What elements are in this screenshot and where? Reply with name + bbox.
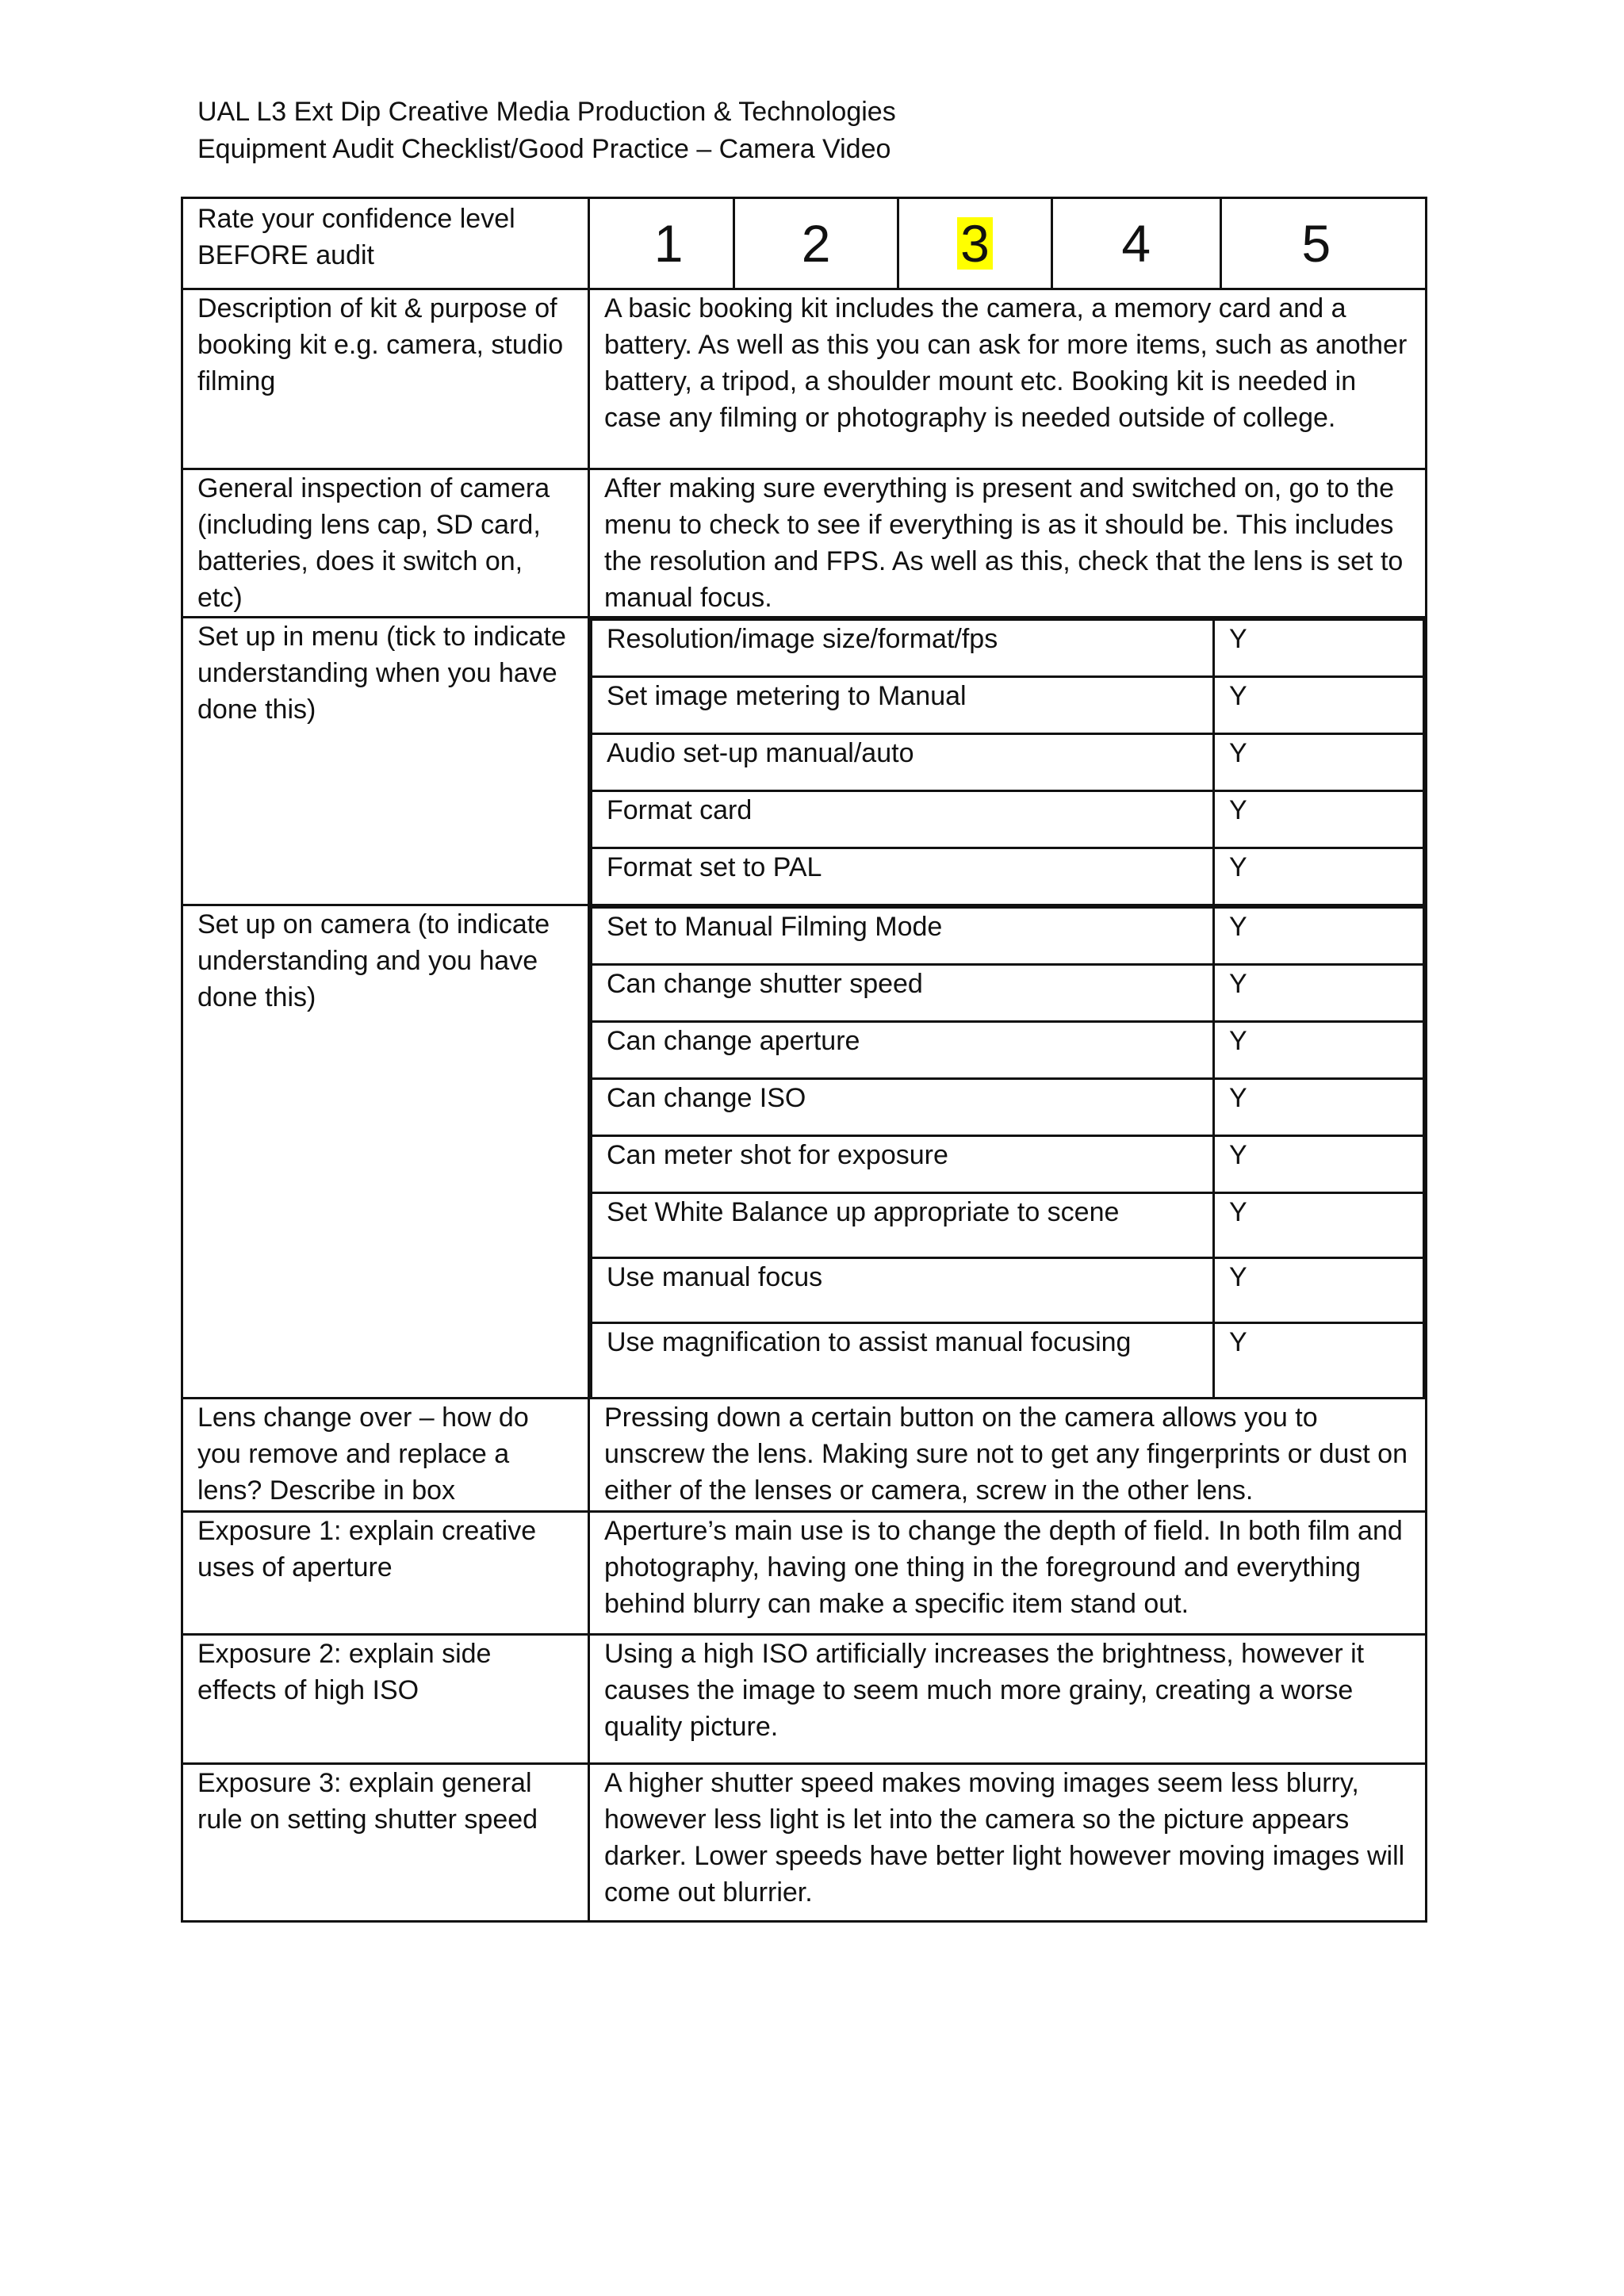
exposure3-row [182, 1764, 1427, 1922]
checklist-row [592, 1323, 1424, 1398]
tick-cell[interactable]: Y [1214, 965, 1424, 1022]
kit-row [182, 289, 1427, 469]
rating-option-4[interactable]: 4 [1051, 199, 1220, 288]
inspection-row [182, 469, 1427, 618]
checklist-task: Resolution/image size/format/fps [592, 620, 1214, 677]
checklist-task: Audio set-up manual/auto [592, 734, 1214, 791]
tick-cell[interactable]: Y [1214, 734, 1424, 791]
checklist-task: Format set to PAL [592, 848, 1214, 905]
lens-answer[interactable]: Pressing down a certain button on the camera allows you to unscrew the lens. Making sure not to get any fingerprints or dust on either of the lenses or camera, screw in the other lens. [589, 1399, 1427, 1512]
checklist-row [592, 1079, 1424, 1136]
checklist-task: Set to Manual Filming Mode [592, 908, 1214, 965]
exposure2-row [182, 1635, 1427, 1764]
tick-cell[interactable]: Y [1214, 620, 1424, 677]
confidence-label: Rate your confidence level BEFORE audit [182, 198, 589, 289]
exposure2-label: Exposure 2: explain side effects of high ISO [182, 1635, 589, 1764]
checklist-row [592, 965, 1424, 1022]
checklist-row [592, 1136, 1424, 1193]
tick-cell[interactable]: Y [1214, 677, 1424, 734]
kit-label: Description of kit & purpose of booking kit e.g. camera, studio filming [182, 289, 589, 469]
lens-label: Lens change over – how do you remove and replace a lens? Describe in box [182, 1399, 589, 1512]
checklist-row [592, 677, 1424, 734]
confidence-row [182, 198, 1427, 289]
checklist-row [592, 620, 1424, 677]
checklist-task: Set White Balance up appropriate to scene [592, 1193, 1214, 1258]
tick-cell[interactable]: Y [1214, 1079, 1424, 1136]
kit-answer[interactable]: A basic booking kit includes the camera, a memory card and a battery. As well as this you can ask for more items, such as another battery, a tripod, a shoulder mount etc. Booking kit is needed in case any filming or photography is needed outside of college. [589, 289, 1427, 469]
exposure3-label: Exposure 3: explain general rule on setting shutter speed [182, 1764, 589, 1922]
checklist-row [592, 1193, 1424, 1258]
checklist-row [592, 848, 1424, 905]
document-header [197, 94, 896, 168]
rating-option-1[interactable]: 1 [653, 214, 684, 273]
tick-cell[interactable]: Y [1214, 908, 1424, 965]
tick-cell[interactable]: Y [1214, 1193, 1424, 1258]
checklist-title: Equipment Audit Checklist/Good Practice – Camera Video [197, 134, 891, 164]
course-title: UAL L3 Ext Dip Creative Media Production & Technologies [197, 97, 896, 127]
menu-setup-row [182, 618, 1427, 905]
audit-table [181, 197, 1427, 1923]
inspection-answer[interactable]: After making sure everything is present and switched on, go to the menu to check to see if everything is as it should be. This includes the resolution and FPS. As well as this, check that the lens is set to manual focus. [589, 469, 1427, 618]
checklist-row [592, 734, 1424, 791]
lens-row [182, 1399, 1427, 1512]
menu-setup-label: Set up in menu (tick to indicate understanding when you have done this) [182, 618, 589, 905]
confidence-scale [589, 198, 1427, 289]
checklist-task: Can change aperture [592, 1022, 1214, 1079]
exposure1-label: Exposure 1: explain creative uses of aperture [182, 1512, 589, 1635]
exposure1-answer[interactable]: Aperture’s main use is to change the depth of field. In both film and photography, having one thing in the foreground and everything behind blurry can make a specific item stand out. [589, 1512, 1427, 1635]
inspection-label: General inspection of camera (including lens cap, SD card, batteries, does it switch on, etc) [182, 469, 589, 618]
camera-setup-label: Set up on camera (to indicate understanding and you have done this) [182, 905, 589, 1399]
checklist-row [592, 1258, 1424, 1323]
checklist-task: Can meter shot for exposure [592, 1136, 1214, 1193]
camera-setup-row [182, 905, 1427, 1399]
checklist-row [592, 1022, 1424, 1079]
checklist-task: Set image metering to Manual [592, 677, 1214, 734]
checklist-task: Use magnification to assist manual focusing [592, 1323, 1214, 1398]
checklist-task: Format card [592, 791, 1214, 848]
tick-cell[interactable]: Y [1214, 1022, 1424, 1079]
checklist-task: Can change shutter speed [592, 965, 1214, 1022]
checklist-task: Can change ISO [592, 1079, 1214, 1136]
rating-option-3-selected[interactable] [897, 199, 1051, 288]
exposure2-answer[interactable]: Using a high ISO artificially increases the brightness, however it causes the image to seem much more grainy, creating a worse quality picture. [589, 1635, 1427, 1764]
exposure1-row [182, 1512, 1427, 1635]
tick-cell[interactable]: Y [1214, 1258, 1424, 1323]
tick-cell[interactable]: Y [1214, 1136, 1424, 1193]
selected-rating-highlight: 3 [957, 217, 993, 270]
checklist-task: Use manual focus [592, 1258, 1214, 1323]
checklist-row [592, 791, 1424, 848]
rating-option-2[interactable]: 2 [733, 199, 897, 288]
tick-cell[interactable]: Y [1214, 791, 1424, 848]
camera-setup-checklist [589, 905, 1427, 1399]
checklist-row [592, 908, 1424, 965]
exposure3-answer[interactable]: A higher shutter speed makes moving images seem less blurry, however less light is let into the camera so the picture appears darker. Lower speeds have better light however moving images will come out blurrier. [589, 1764, 1427, 1922]
menu-setup-checklist [589, 618, 1427, 905]
rating-option-5[interactable]: 5 [1220, 199, 1411, 288]
tick-cell[interactable]: Y [1214, 848, 1424, 905]
tick-cell[interactable]: Y [1214, 1323, 1424, 1398]
